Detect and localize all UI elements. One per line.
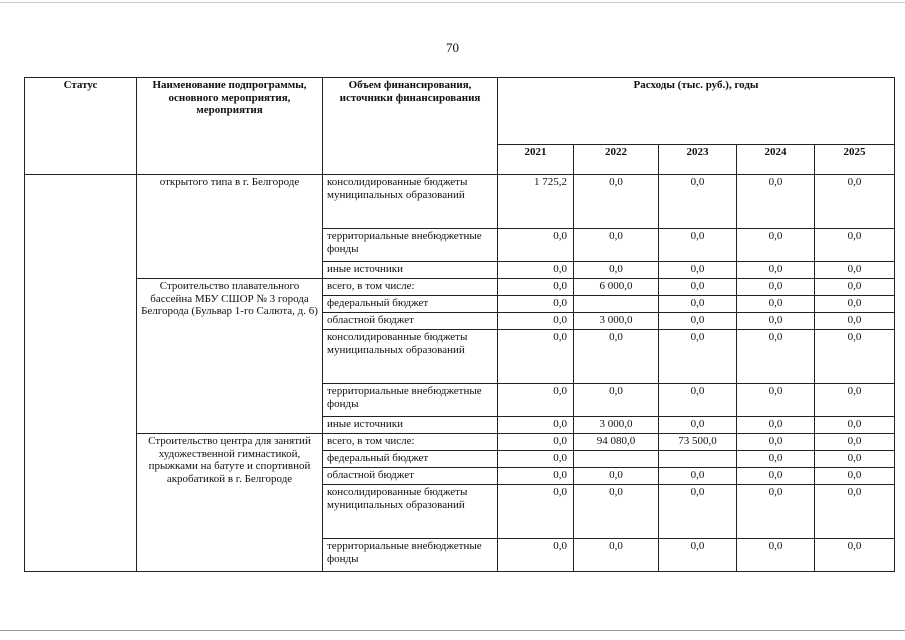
- value-cell: 0,0: [659, 262, 737, 279]
- value-cell: 0,0: [737, 262, 815, 279]
- value-cell: 0,0: [659, 384, 737, 417]
- value-cell: 0,0: [659, 417, 737, 434]
- value-cell: 0,0: [659, 279, 737, 296]
- value-cell: 0,0: [498, 468, 574, 485]
- header-name: Наименование подпрограммы, основного мероприятия, мероприятия: [137, 78, 323, 175]
- value-cell: 0,0: [737, 451, 815, 468]
- value-cell: 0,0: [498, 417, 574, 434]
- value-cell: 0,0: [737, 296, 815, 313]
- value-cell: 0,0: [659, 330, 737, 384]
- value-cell: 73 500,0: [659, 434, 737, 451]
- value-cell: 0,0: [498, 485, 574, 539]
- funding-source: иные источники: [323, 417, 498, 434]
- value-cell: 0,0: [737, 468, 815, 485]
- table-row: [25, 434, 895, 451]
- value-cell: 0,0: [737, 539, 815, 572]
- value-cell: 0,0: [815, 330, 895, 384]
- value-cell: 0,0: [815, 485, 895, 539]
- header-status: Статус: [25, 78, 137, 175]
- value-cell: 0,0: [574, 539, 659, 572]
- value-cell: 0,0: [498, 451, 574, 468]
- measure-name: Строительство центра для занятий художественной гимнастикой, прыжками на батуте и спортивной акробатикой в г. Белгороде: [137, 434, 323, 572]
- value-cell: 0,0: [737, 229, 815, 262]
- value-cell: 6 000,0: [574, 279, 659, 296]
- measure-name: открытого типа в г. Белгороде: [137, 175, 323, 279]
- value-cell: 0,0: [737, 313, 815, 330]
- value-cell: 0,0: [815, 417, 895, 434]
- value-cell: 3 000,0: [574, 417, 659, 434]
- value-cell: 0,0: [574, 384, 659, 417]
- value-cell: [574, 296, 659, 313]
- funding-source: всего, в том числе:: [323, 279, 498, 296]
- header-year: 2023: [659, 145, 737, 175]
- scan-edge-top: [0, 2, 905, 3]
- funding-source: федеральный бюджет: [323, 296, 498, 313]
- funding-source: областной бюджет: [323, 313, 498, 330]
- funding-source: территориальные внебюджетные фонды: [323, 229, 498, 262]
- value-cell: 0,0: [815, 451, 895, 468]
- value-cell: 0,0: [737, 417, 815, 434]
- funding-source: областной бюджет: [323, 468, 498, 485]
- value-cell: 0,0: [737, 175, 815, 229]
- value-cell: 3 000,0: [574, 313, 659, 330]
- value-cell: 1 725,2: [498, 175, 574, 229]
- value-cell: 0,0: [498, 262, 574, 279]
- value-cell: 0,0: [815, 279, 895, 296]
- value-cell: 0,0: [498, 229, 574, 262]
- header-year: 2024: [737, 145, 815, 175]
- value-cell: 0,0: [815, 468, 895, 485]
- value-cell: 0,0: [498, 384, 574, 417]
- status-cell: [25, 175, 137, 572]
- header-expenses: Расходы (тыс. руб.), годы: [498, 78, 895, 145]
- value-cell: 0,0: [815, 296, 895, 313]
- value-cell: 0,0: [659, 229, 737, 262]
- value-cell: 0,0: [737, 330, 815, 384]
- value-cell: 0,0: [659, 485, 737, 539]
- value-cell: 0,0: [498, 539, 574, 572]
- value-cell: 0,0: [498, 313, 574, 330]
- header-volume: Объем финансирования, источники финансирования: [323, 78, 498, 175]
- value-cell: 0,0: [574, 262, 659, 279]
- value-cell: 0,0: [574, 330, 659, 384]
- funding-source: всего, в том числе:: [323, 434, 498, 451]
- value-cell: 0,0: [737, 434, 815, 451]
- page-number: 70: [446, 40, 459, 55]
- value-cell: 0,0: [574, 468, 659, 485]
- header-year: 2025: [815, 145, 895, 175]
- value-cell: 0,0: [574, 485, 659, 539]
- funding-source: территориальные внебюджетные фонды: [323, 539, 498, 572]
- table-row: [25, 175, 895, 229]
- value-cell: 0,0: [737, 279, 815, 296]
- value-cell: 0,0: [815, 175, 895, 229]
- value-cell: 0,0: [659, 296, 737, 313]
- value-cell: 0,0: [498, 296, 574, 313]
- value-cell: 0,0: [659, 468, 737, 485]
- funding-source: консолидированные бюджеты муниципальных образований: [323, 485, 498, 539]
- value-cell: 0,0: [815, 229, 895, 262]
- value-cell: 0,0: [815, 539, 895, 572]
- funding-source: территориальные внебюджетные фонды: [323, 384, 498, 417]
- value-cell: 0,0: [498, 434, 574, 451]
- value-cell: 0,0: [574, 175, 659, 229]
- measure-name: Строительство плавательного бассейна МБУ СШОР № 3 города Белгорода (Бульвар 1-го Салюта, д. 6): [137, 279, 323, 434]
- header-year: 2021: [498, 145, 574, 175]
- table-body: [25, 175, 895, 572]
- budget-table: [24, 77, 895, 572]
- value-cell: 0,0: [659, 313, 737, 330]
- value-cell: 0,0: [498, 330, 574, 384]
- value-cell: 0,0: [737, 384, 815, 417]
- value-cell: 0,0: [815, 262, 895, 279]
- value-cell: [574, 451, 659, 468]
- value-cell: 0,0: [737, 485, 815, 539]
- value-cell: 0,0: [815, 434, 895, 451]
- value-cell: 0,0: [659, 539, 737, 572]
- table-row: [25, 279, 895, 296]
- funding-source: консолидированные бюджеты муниципальных образований: [323, 175, 498, 229]
- header-year: 2022: [574, 145, 659, 175]
- value-cell: 0,0: [498, 279, 574, 296]
- value-cell: 0,0: [659, 175, 737, 229]
- value-cell: 0,0: [815, 313, 895, 330]
- funding-source: иные источники: [323, 262, 498, 279]
- scan-edge-bottom: [0, 630, 905, 631]
- value-cell: 0,0: [815, 384, 895, 417]
- value-cell: [659, 451, 737, 468]
- funding-source: консолидированные бюджеты муниципальных образований: [323, 330, 498, 384]
- value-cell: 94 080,0: [574, 434, 659, 451]
- funding-source: федеральный бюджет: [323, 451, 498, 468]
- value-cell: 0,0: [574, 229, 659, 262]
